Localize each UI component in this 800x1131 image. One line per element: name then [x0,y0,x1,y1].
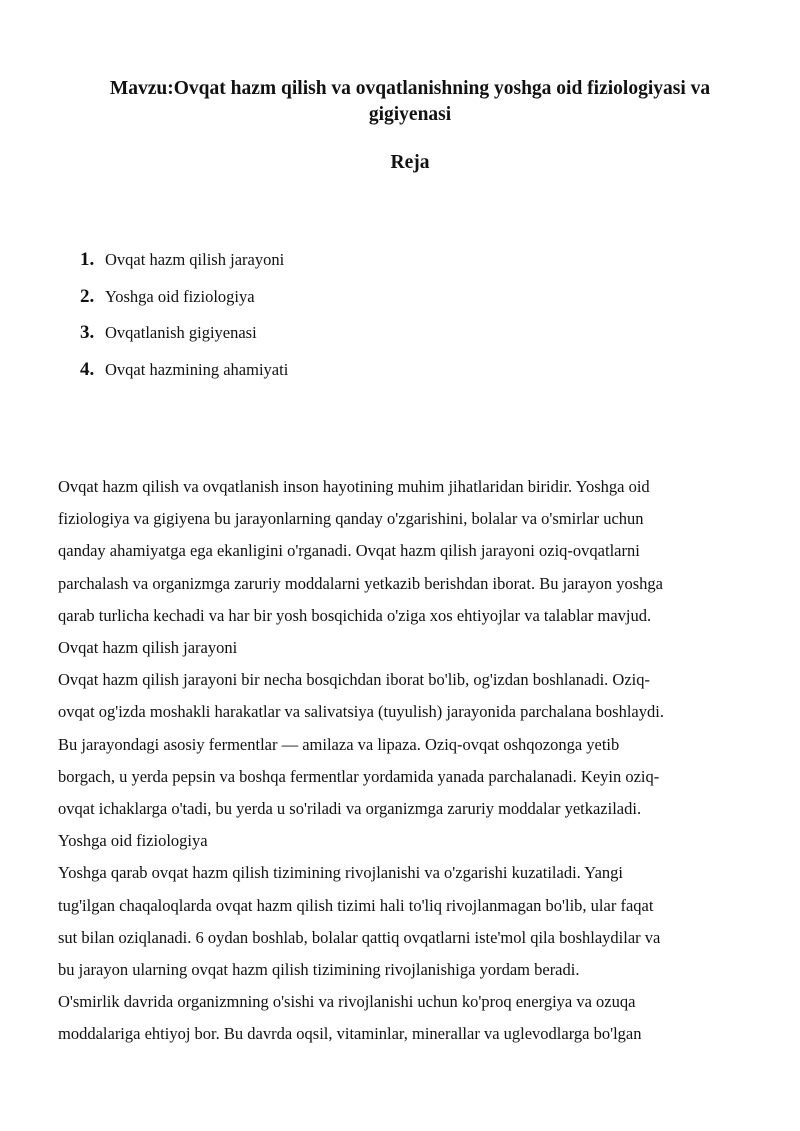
body-line: bu jarayon ularning ovqat hazm qilish tizimining rivojlanishiga yordam beradi. [58,960,580,980]
plan-item [80,322,288,359]
body-line: Yoshga qarab ovqat hazm qilish tizimining rivojlanishi va o'zgarishi kuzatiladi. Yangi [58,863,623,883]
plan-item-number: 3. [80,322,95,343]
plan-item-text: Ovqatlanish gigiyenasi [105,323,257,342]
body-line: O'smirlik davrida organizmning o'sishi va rivojlanishi uchun ko'proq energiya va ozuqa [58,992,636,1012]
plan-item [80,286,288,323]
plan-item-text: Ovqat hazmining ahamiyati [105,359,289,379]
body-line: fiziologiya va gigiyena bu jarayonlarning qanday o'zgarishini, bolalar va o'smirlar uchun [58,509,644,529]
body-line: Ovqat hazm qilish va ovqatlanish inson hayotining muhim jihatlaridan biridir. Yoshga oid [58,477,650,496]
title-line-1: Mavzu:Ovqat hazm qilish va ovqatlanishning yoshga oid fiziologiyasi va [109,78,711,99]
body-line: qarab turlicha kechadi va har bir yosh bosqichida o'ziga xos ehtiyojlar va talablar mavjud. [58,605,652,625]
document-title [60,76,760,128]
section-heading: Ovqat hazm qilish jarayoni [58,638,238,658]
plan-item-text: Yoshga oid fiziologiya [105,286,255,306]
plan-list [80,249,288,395]
body-line: sut bilan oziqlanadi. 6 oydan boshlab, bolalar qattiq ovqatlarni iste'mol qila boshlaydilar va [58,927,661,947]
body-line: tug'ilgan chaqaloqlarda ovqat hazm qilish tizimi hali to'liq rivojlanmagan bo'lib, ular faqat [58,895,654,915]
plan-heading: Reja [390,152,430,173]
body-line: ovqat ichaklarga o'tadi, bu yerda u so'riladi va organizmga zaruriy moddalar yetkaziladi. [58,799,642,819]
body-line: Bu jarayondagi asosiy fermentlar — amilaza va lipaza. Oziq-ovqat oshqozonga yetib [58,734,620,754]
plan-item-text: Ovqat hazm qilish jarayoni [105,250,285,269]
body-line: qanday ahamiyatga ega ekanligini o'rganadi. Ovqat hazm qilish jarayoni oziq-ovqatlarni [58,541,640,561]
plan-item-number: 1. [80,249,95,270]
plan-item-number: 2. [80,285,95,307]
plan-item [80,359,288,396]
body-line: ovqat og'izda moshakli harakatlar va salivatsiya (tuyulish) jarayonida parchalana boshlaydi. [58,702,664,722]
body-line: borgach, u yerda pepsin va boshqa fermentlar yordamida yanada parchalanadi. Keyin oziq- [58,766,660,786]
title-line-2: gigiyenasi [368,104,452,125]
body-line: parchalash va organizmga zaruriy moddalarni yetkazib berishdan iborat. Bu jarayon yoshga [58,573,663,593]
plan-item-number: 4. [80,358,95,380]
section-heading: Yoshga oid fiziologiya [58,831,208,851]
body-text [58,471,758,1051]
plan-item [80,249,288,286]
body-line: Ovqat hazm qilish jarayoni bir necha bosqichdan iborat bo'lib, og'izdan boshlanadi. Oziq- [58,670,651,690]
body-line: moddalariga ehtiyoj bor. Bu davrda oqsil, vitaminlar, minerallar va uglevodlarga bo'lgan [58,1024,642,1044]
